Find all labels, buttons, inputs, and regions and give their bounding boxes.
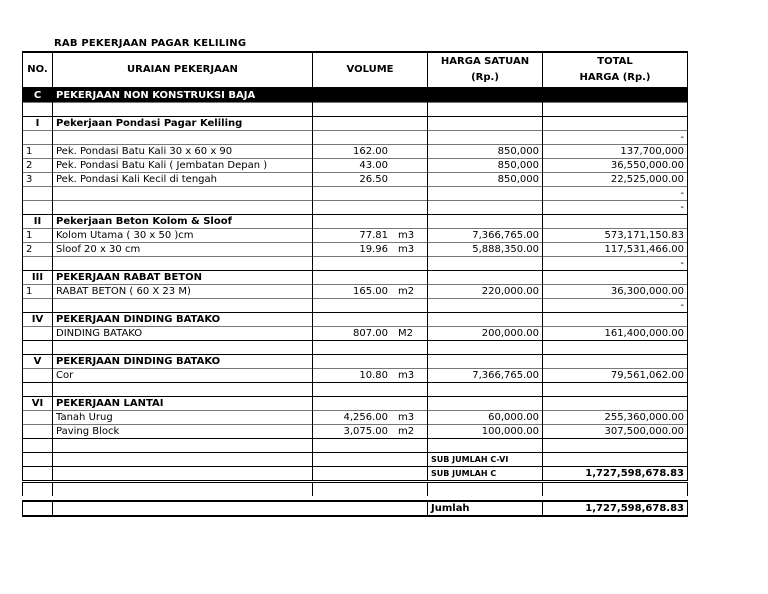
item-row — [23, 173, 688, 187]
item-name: Pek. Pondasi Batu Kali ( Jembatan Depan ) — [53, 159, 313, 173]
blank-cell — [23, 439, 53, 453]
blank-cell — [53, 383, 313, 397]
item-name — [53, 201, 313, 215]
blank-cell — [313, 271, 428, 285]
item-price: 850,000 — [428, 145, 543, 159]
item-no — [23, 131, 53, 145]
group-header-row — [23, 355, 688, 369]
item-price: 7,366,765.00 — [428, 229, 543, 243]
header-volume: VOLUME — [313, 52, 428, 88]
blank-cell — [428, 313, 543, 327]
blank-cell — [543, 439, 688, 453]
item-price — [428, 257, 543, 271]
item-price: 850,000 — [428, 173, 543, 187]
item-no — [23, 201, 53, 215]
blank-cell — [428, 482, 543, 497]
volume-unit: m2 — [398, 285, 415, 297]
item-row — [23, 425, 688, 439]
group-header-row — [23, 313, 688, 327]
item-volume — [313, 229, 428, 243]
blank-cell — [313, 453, 428, 467]
total-value: 1,727,598,678.83 — [543, 501, 688, 516]
blank-cell — [53, 103, 313, 117]
header-total-harga: TOTAL HARGA (Rp.) — [543, 52, 688, 88]
subtotal-c-row — [23, 467, 688, 482]
item-no — [23, 411, 53, 425]
item-row — [23, 411, 688, 425]
item-total: 573,171,150.83 — [543, 229, 688, 243]
item-no: 3 — [23, 173, 53, 187]
blank-cell — [53, 482, 313, 497]
item-price — [428, 299, 543, 313]
group-no: V — [23, 355, 53, 369]
item-row — [23, 369, 688, 383]
item-price: 200,000.00 — [428, 327, 543, 341]
item-price: 100,000.00 — [428, 425, 543, 439]
item-total: 36,300,000.00 — [543, 285, 688, 299]
volume-value: 10.80 — [359, 369, 388, 381]
blank-cell — [313, 439, 428, 453]
group-title: PEKERJAAN DINDING BATAKO — [53, 313, 313, 327]
volume-value: 807.00 — [353, 327, 388, 339]
blank-cell — [313, 467, 428, 482]
item-volume — [313, 131, 428, 145]
group-no: IV — [23, 313, 53, 327]
blank-cell — [543, 117, 688, 131]
header-row — [23, 52, 688, 88]
item-total: - — [543, 131, 688, 145]
item-volume — [313, 327, 428, 341]
blank-cell — [23, 482, 53, 497]
volume-value: 4,256.00 — [343, 411, 388, 423]
item-volume — [313, 285, 428, 299]
group-title: PEKERJAAN LANTAI — [53, 397, 313, 411]
item-total: - — [543, 299, 688, 313]
item-name: Tanah Urug — [53, 411, 313, 425]
item-price: 220,000.00 — [428, 285, 543, 299]
total-row — [23, 501, 688, 516]
group-header-row — [23, 117, 688, 131]
item-name: Sloof 20 x 30 cm — [53, 243, 313, 257]
section-label: PEKERJAAN NON KONSTRUKSI BAJA — [53, 88, 313, 103]
blank-cell — [313, 482, 428, 497]
volume-wrap — [316, 370, 424, 382]
group-no: III — [23, 271, 53, 285]
group-title: Pekerjaan Pondasi Pagar Keliling — [53, 117, 313, 131]
item-volume — [313, 159, 428, 173]
blank-cell — [543, 355, 688, 369]
blank-row — [23, 383, 688, 397]
blank-cell — [543, 341, 688, 355]
item-no: 1 — [23, 145, 53, 159]
item-total: 161,400,000.00 — [543, 327, 688, 341]
item-total: 22,525,000.00 — [543, 173, 688, 187]
blank-cell — [23, 383, 53, 397]
item-price: 60,000.00 — [428, 411, 543, 425]
volume-unit — [398, 146, 422, 158]
item-price — [428, 201, 543, 215]
volume-unit: m3 — [398, 369, 415, 381]
blank-cell — [23, 501, 53, 516]
blank-cell — [313, 397, 428, 411]
volume-unit: m3 — [398, 243, 415, 255]
item-volume — [313, 411, 428, 425]
volume-wrap — [316, 230, 424, 242]
item-volume — [313, 145, 428, 159]
total-label: Jumlah — [428, 501, 543, 516]
volume-unit: m3 — [398, 229, 415, 241]
item-total: 117,531,466.00 — [543, 243, 688, 257]
subtotal-cvi-label: SUB JUMLAH C-VI — [428, 453, 543, 467]
item-no — [23, 257, 53, 271]
item-row — [23, 299, 688, 313]
item-volume — [313, 173, 428, 187]
blank-cell — [428, 271, 543, 285]
rab-table — [22, 51, 688, 517]
blank-row — [23, 482, 688, 497]
blank-cell — [313, 313, 428, 327]
blank-cell — [543, 271, 688, 285]
blank-cell — [313, 341, 428, 355]
item-no — [23, 369, 53, 383]
blank-cell — [23, 453, 53, 467]
item-row — [23, 159, 688, 173]
volume-unit — [398, 174, 422, 186]
header-uraian: URAIAN PEKERJAAN — [53, 52, 313, 88]
blank-cell — [428, 215, 543, 229]
item-row — [23, 243, 688, 257]
item-name — [53, 257, 313, 271]
blank-cell — [428, 355, 543, 369]
blank-cell — [53, 439, 313, 453]
blank-cell — [543, 313, 688, 327]
document-title: RAB PEKERJAAN PAGAR KELILING — [54, 38, 247, 49]
item-name — [53, 131, 313, 145]
item-no — [23, 327, 53, 341]
blank-cell — [53, 501, 428, 516]
blank-row — [23, 103, 688, 117]
volume-unit — [398, 160, 422, 172]
volume-wrap — [316, 286, 424, 298]
header-no: NO. — [23, 52, 53, 88]
blank-cell — [53, 467, 313, 482]
item-price: 7,366,765.00 — [428, 369, 543, 383]
blank-cell — [543, 103, 688, 117]
volume-wrap — [316, 328, 424, 340]
volume-unit: m2 — [398, 425, 415, 437]
item-name: Kolom Utama ( 30 x 50 )cm — [53, 229, 313, 243]
group-header-row — [23, 215, 688, 229]
item-volume — [313, 369, 428, 383]
group-title: PEKERJAAN DINDING BATAKO — [53, 355, 313, 369]
section-row — [23, 88, 688, 103]
item-volume — [313, 201, 428, 215]
volume-value: 165.00 — [353, 285, 388, 297]
volume-value: 77.81 — [359, 229, 388, 241]
item-row — [23, 145, 688, 159]
blank-cell — [23, 467, 53, 482]
item-row — [23, 187, 688, 201]
blank-cell — [53, 453, 313, 467]
volume-wrap — [316, 160, 424, 172]
subtotal-cvi-row — [23, 453, 688, 467]
item-volume — [313, 425, 428, 439]
item-no: 2 — [23, 159, 53, 173]
volume-wrap — [316, 146, 424, 158]
blank-cell — [543, 482, 688, 497]
item-name: Pek. Pondasi Batu Kali 30 x 60 x 90 — [53, 145, 313, 159]
blank-cell — [428, 397, 543, 411]
item-no: 2 — [23, 243, 53, 257]
volume-value: 19.96 — [359, 243, 388, 255]
item-volume — [313, 257, 428, 271]
blank-cell — [543, 397, 688, 411]
item-total: 36,550,000.00 — [543, 159, 688, 173]
blank-row — [23, 439, 688, 453]
item-total: 255,360,000.00 — [543, 411, 688, 425]
blank-cell — [428, 103, 543, 117]
blank-cell — [53, 341, 313, 355]
item-name: DINDING BATAKO — [53, 327, 313, 341]
volume-value: 3,075.00 — [343, 425, 388, 437]
item-row — [23, 201, 688, 215]
item-total: - — [543, 187, 688, 201]
item-row — [23, 327, 688, 341]
item-row — [23, 257, 688, 271]
blank-cell — [313, 117, 428, 131]
blank-cell — [543, 215, 688, 229]
item-no — [23, 187, 53, 201]
item-total: - — [543, 201, 688, 215]
item-name — [53, 299, 313, 313]
item-name: Cor — [53, 369, 313, 383]
group-header-row — [23, 397, 688, 411]
item-volume — [313, 187, 428, 201]
item-total: 137,700,000 — [543, 145, 688, 159]
item-name: Pek. Pondasi Kali Kecil di tengah — [53, 173, 313, 187]
item-no: 1 — [23, 285, 53, 299]
blank-cell — [23, 103, 53, 117]
volume-value: 43.00 — [359, 159, 388, 171]
item-name: Paving Block — [53, 425, 313, 439]
group-title: PEKERJAAN RABAT BETON — [53, 271, 313, 285]
item-row — [23, 285, 688, 299]
section-no: C — [23, 88, 53, 103]
volume-wrap — [316, 244, 424, 256]
item-price — [428, 131, 543, 145]
item-total: - — [543, 257, 688, 271]
item-no — [23, 299, 53, 313]
item-total: 307,500,000.00 — [543, 425, 688, 439]
volume-unit: m3 — [398, 411, 415, 423]
volume-wrap — [316, 412, 424, 424]
item-price: 850,000 — [428, 159, 543, 173]
blank-cell — [428, 383, 543, 397]
subtotal-c-label: SUB JUMLAH C — [428, 467, 543, 482]
blank-cell — [313, 355, 428, 369]
blank-row — [23, 341, 688, 355]
item-no: 1 — [23, 229, 53, 243]
item-volume — [313, 299, 428, 313]
item-price: 5,888,350.00 — [428, 243, 543, 257]
group-no: I — [23, 117, 53, 131]
blank-cell — [428, 341, 543, 355]
group-no: VI — [23, 397, 53, 411]
item-row — [23, 229, 688, 243]
header-harga-satuan: HARGA SATUAN (Rp.) — [428, 52, 543, 88]
blank-cell — [543, 453, 688, 467]
item-no — [23, 425, 53, 439]
blank-cell — [543, 383, 688, 397]
item-price — [428, 187, 543, 201]
blank-cell — [313, 103, 428, 117]
volume-wrap — [316, 426, 424, 438]
item-name: RABAT BETON ( 60 X 23 M) — [53, 285, 313, 299]
volume-unit: M2 — [398, 327, 413, 339]
group-title: Pekerjaan Beton Kolom & Sloof — [53, 215, 313, 229]
volume-value: 26.50 — [359, 173, 388, 185]
blank-cell — [428, 439, 543, 453]
item-total: 79,561,062.00 — [543, 369, 688, 383]
item-name — [53, 187, 313, 201]
item-row — [23, 131, 688, 145]
volume-value: 162.00 — [353, 145, 388, 157]
item-volume — [313, 243, 428, 257]
blank-cell — [313, 215, 428, 229]
volume-wrap — [316, 174, 424, 186]
blank-cell — [428, 117, 543, 131]
group-no: II — [23, 215, 53, 229]
blank-cell — [313, 383, 428, 397]
blank-cell — [23, 341, 53, 355]
subtotal-c-value: 1,727,598,678.83 — [543, 467, 688, 482]
group-header-row — [23, 271, 688, 285]
